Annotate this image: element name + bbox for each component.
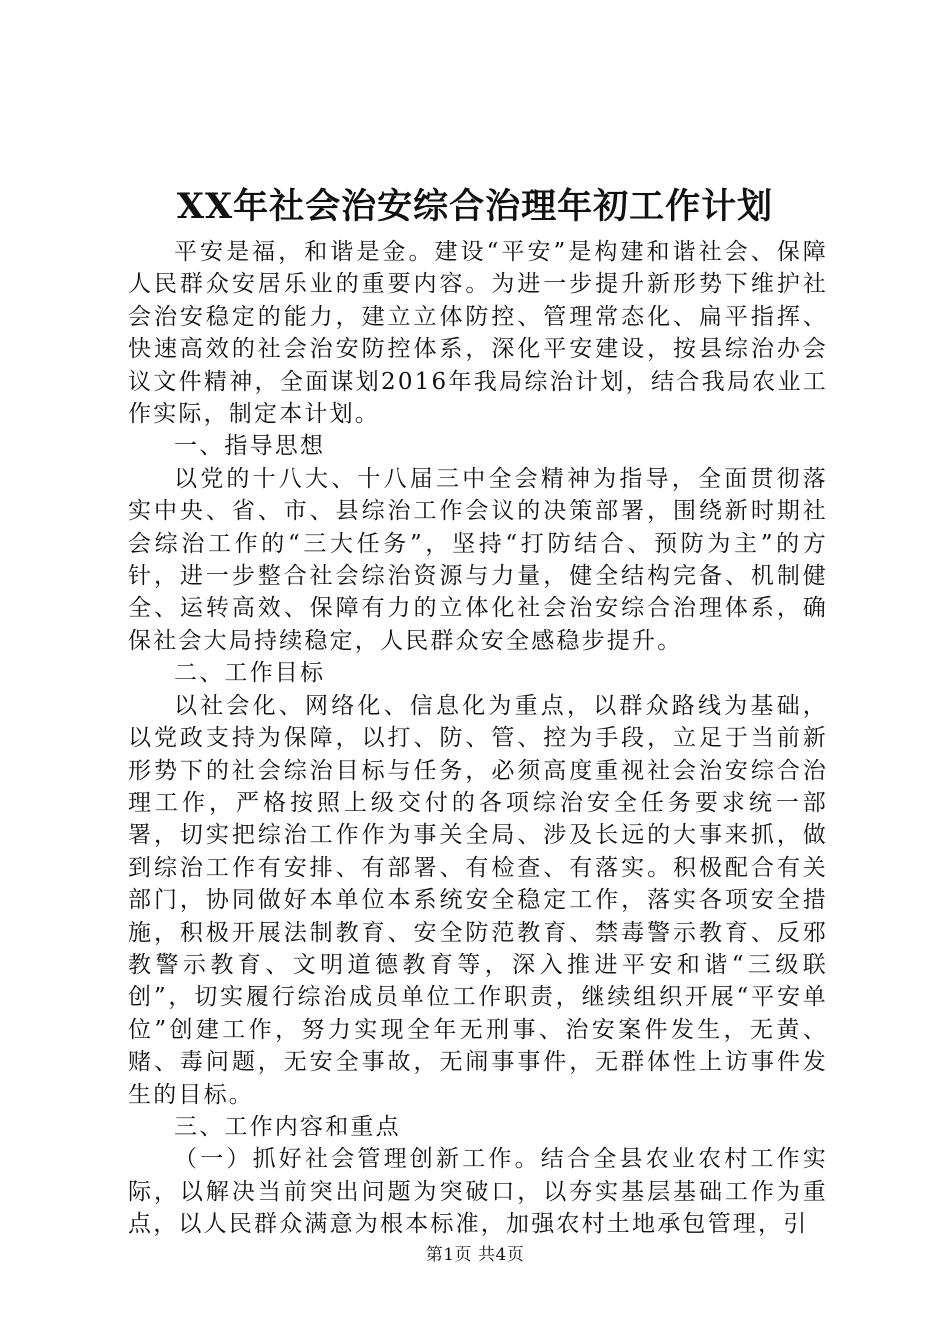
guiding-thought-paragraph: 以党的十八大、十八届三中全会精神为指导，全面贯彻落实中央、省、市、县综治工作会议的决策部署，围绕新时期社会综治工作的“三大任务”，坚持“打防结合、预防为主”的方针，进一步整合社会综治资源与力量，健全结构完备、机制健全、运转高效、保障有力的立体化社会治安综合治理体系，确保社会大局持续稳定，人民群众安全感稳步提升。 [128, 465, 828, 654]
work-content-paragraph: （一）抓好社会管理创新工作。结合全县农业农村工作实际，以解决当前突出问题为突破口，以夯实基层基础工作为重点，以人民群众满意为根本标准，加强农村土地承包管理，引 [128, 1146, 828, 1238]
section-heading-guiding-thought: 一、指导思想 [174, 433, 326, 460]
document-body [128, 236, 828, 1241]
work-goals-paragraph: 以社会化、网络化、信息化为重点，以群众路线为基础，以党政支持为保障，以打、防、管、控为手段，立足于当前新形势下的社会综治目标与任务，必须高度重视社会治安综合治理工作，严格按照上级交付的各项综治安全任务要求统一部署，切实把综治工作作为事关全局、涉及长远的大事来抓，做到综治工作有安排、有部署、有检查、有落实。积极配合有关部门，协同做好本单位本系统安全稳定工作，落实各项安全措施，积极开展法制教育、安全防范教育、禁毒警示教育、反邪教警示教育、文明道德教育等，深入推进平安和谐“三级联创”，切实履行综治成员单位工作职责，继续组织开展“平安单位”创建工作，努力实现全年无刑事、治安案件发生，无黄、赌、毒问题，无安全事故，无闹事事件，无群体性上访事件发生的目标。 [128, 692, 828, 1108]
page-footer: 第1页 共4页 [425, 1245, 525, 1265]
section-heading-work-goals: 二、工作目标 [174, 660, 326, 687]
document-title: XX年社会治安综合治理年初工作计划 [176, 186, 774, 227]
intro-paragraph: 平安是福，和谐是金。建设“平安”是构建和谐社会、保障人民群众安居乐业的重要内容。为进一步提升新形势下维护社会治安稳定的能力，建立立体防控、管理常态化、扁平指挥、快速高效的社会治安防控体系，深化平安建设，按县综治办会议文件精神，全面谋划2016年我局综治计划，结合我局农业工作实际，制定本计划。 [128, 239, 828, 428]
section-heading-work-content: 三、工作内容和重点 [174, 1113, 401, 1140]
